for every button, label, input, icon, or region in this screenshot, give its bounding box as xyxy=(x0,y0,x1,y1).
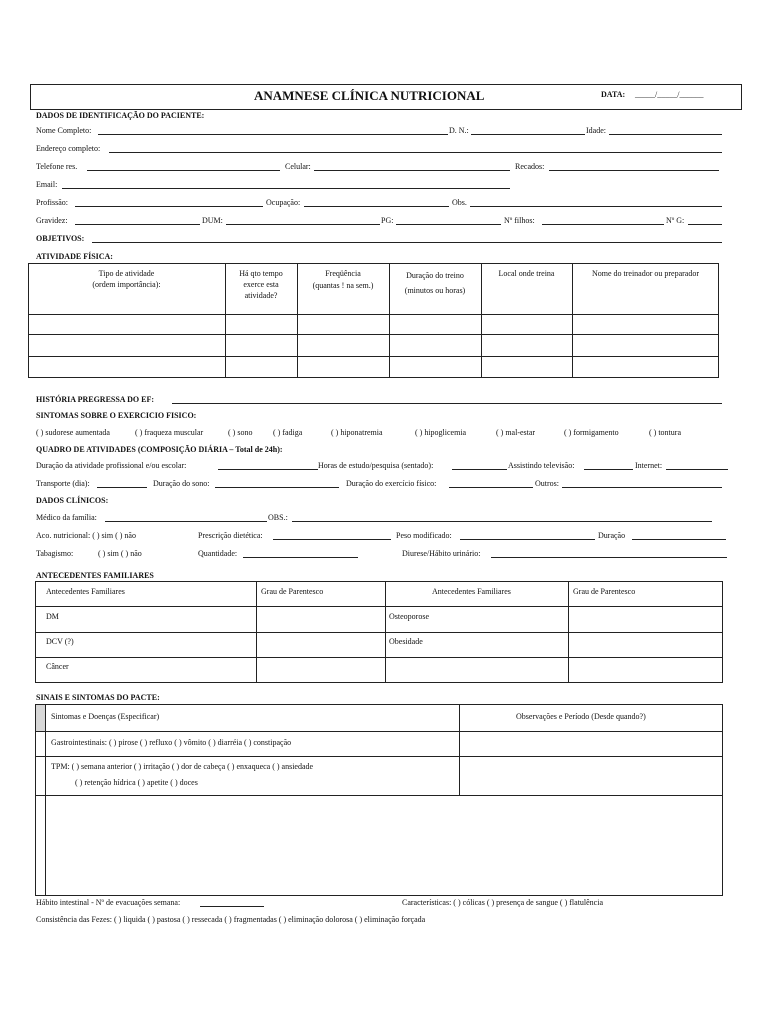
idade-field[interactable] xyxy=(609,134,722,135)
sono-label: Duração do sono: xyxy=(153,479,210,488)
sintoma-formigamento[interactable]: ( ) formigamento xyxy=(564,428,619,437)
medico-label: Médico da família: xyxy=(36,513,97,522)
page-title: ANAMNESE CLÍNICA NUTRICIONAL xyxy=(254,88,485,103)
recados-field[interactable] xyxy=(549,170,719,171)
diurese-label: Diurese/Hábito urinário: xyxy=(402,549,481,558)
exercicio-field[interactable] xyxy=(449,487,533,488)
televisao-field[interactable] xyxy=(584,469,633,470)
col-frequencia: Freqüência (quantas ! na sem.) xyxy=(312,269,374,290)
section-quadro: QUADRO DE ATIVIDADES (COMPOSIÇÃO DIÁRIA – Total de 24h): xyxy=(36,445,283,454)
dn-field[interactable] xyxy=(471,134,585,135)
aco-nutricional[interactable]: Aco. nutricional: ( ) sim ( ) não xyxy=(36,531,136,540)
prescricao-field[interactable] xyxy=(273,539,391,540)
ant-header-2: Grau de Parentesco xyxy=(261,587,324,596)
ocupacao-label: Ocupação: xyxy=(266,198,301,207)
col-tipo: Tipo de atividade (ordem importância): xyxy=(92,269,161,289)
nome-label: Nome Completo: xyxy=(36,126,92,135)
email-label: Email: xyxy=(36,180,58,189)
quantidade-field[interactable] xyxy=(243,557,358,558)
obs-clinico-field[interactable] xyxy=(292,521,712,522)
pg-label: PG: xyxy=(381,216,394,225)
obs-label: Obs. xyxy=(452,198,467,207)
section-clinicos: DADOS CLÍNICOS: xyxy=(36,496,109,505)
habito-intestinal-label: Hábito intestinal - Nº de evacuações semana: xyxy=(36,898,181,907)
ocupacao-field[interactable] xyxy=(304,206,449,207)
ant-dcv: DCV (?) xyxy=(46,637,74,646)
celular-field[interactable] xyxy=(314,170,510,171)
telefone-label: Telefone res. xyxy=(36,162,78,171)
section-identificacao: DADOS DE IDENTIFICAÇÃO DO PACIENTE: xyxy=(36,111,205,120)
section-atividade: ATIVIDADE FÍSICA: xyxy=(36,252,113,261)
internet-field[interactable] xyxy=(666,469,728,470)
tabagismo-label: Tabagismo: xyxy=(36,549,74,558)
sintoma-hipoglicemia[interactable]: ( ) hipoglicemia xyxy=(415,428,467,437)
exercicio-label: Duração do exercício físico: xyxy=(346,479,437,488)
televisao-label: Assistindo televisão: xyxy=(508,461,575,470)
ng-field[interactable] xyxy=(688,224,722,225)
date-field[interactable]: _____/_____/______ xyxy=(635,90,704,99)
duracao-field[interactable] xyxy=(632,539,726,540)
sintoma-sudorese[interactable]: ( ) sudorese aumentada xyxy=(36,428,110,437)
sinais-tpm-2[interactable]: ( ) retenção hídrica ( ) apetite ( ) doces xyxy=(75,778,198,787)
sinais-table xyxy=(35,704,723,896)
ant-dm: DM xyxy=(46,612,59,621)
diurese-field[interactable] xyxy=(491,557,727,558)
ant-header-3: Antecedentes Familiares xyxy=(432,587,511,596)
sinais-header-1: Sintomas e Doenças (Especificar) xyxy=(51,712,160,721)
objetivos-field[interactable] xyxy=(92,242,722,243)
habito-caracteristicas[interactable]: Características: ( ) cólicas ( ) presença de sangue ( ) flatulência xyxy=(402,898,604,907)
habito-intestinal-field[interactable] xyxy=(200,906,264,907)
obs-clinico-label: OBS.: xyxy=(268,513,288,522)
horas-estudo-field[interactable] xyxy=(452,469,507,470)
sinais-header-2: Observações e Período (Desde quando?) xyxy=(516,712,646,721)
date-label: DATA: xyxy=(601,90,626,99)
nome-field[interactable] xyxy=(98,134,448,135)
ant-cancer: Câncer xyxy=(46,662,69,671)
sinais-gastro[interactable]: Gastrointestinais: ( ) pirose ( ) refluxo ( ) vômito ( ) diarréia ( ) constipação xyxy=(51,738,292,747)
quantidade-label: Quantidade: xyxy=(198,549,238,558)
ant-header-4: Grau de Parentesco xyxy=(573,587,636,596)
peso-label: Peso modificado: xyxy=(396,531,452,540)
tabagismo-options[interactable]: ( ) sim ( ) não xyxy=(98,549,142,558)
transporte-label: Transporte (dia): xyxy=(36,479,90,488)
col-treinador: Nome do treinador ou preparador xyxy=(591,269,700,278)
dn-label: D. N.: xyxy=(449,126,469,135)
sono-field[interactable] xyxy=(215,487,339,488)
sinais-shaded-margin xyxy=(36,705,45,731)
recados-label: Recados: xyxy=(515,162,545,171)
sintoma-sono[interactable]: ( ) sono xyxy=(228,428,253,437)
email-field[interactable] xyxy=(62,188,510,189)
sintoma-tontura[interactable]: ( ) tontura xyxy=(649,428,681,437)
section-sinais: SINAIS E SINTOMAS DO PACTE: xyxy=(36,693,160,702)
pg-field[interactable] xyxy=(396,224,501,225)
gravidez-label: Gravidez: xyxy=(36,216,68,225)
ant-osteoporose: Osteoporose xyxy=(389,612,429,621)
horas-estudo-label: Horas de estudo/pesquisa (sentado): xyxy=(318,461,434,470)
sintoma-mal-estar[interactable]: ( ) mal-estar xyxy=(496,428,536,437)
dum-label: DUM: xyxy=(202,216,223,225)
profissao-field[interactable] xyxy=(75,206,263,207)
dum-field[interactable] xyxy=(226,224,380,225)
endereco-label: Endereço completo: xyxy=(36,144,101,153)
sintoma-fadiga[interactable]: ( ) fadiga xyxy=(273,428,303,437)
internet-label: Internet: xyxy=(635,461,663,470)
historia-field[interactable] xyxy=(172,403,722,404)
sintoma-hiponatremia[interactable]: ( ) hiponatremia xyxy=(331,428,383,437)
telefone-field[interactable] xyxy=(87,170,280,171)
ng-label: Nº G: xyxy=(666,216,685,225)
sintoma-fraqueza[interactable]: ( ) fraqueza muscular xyxy=(135,428,204,437)
medico-field[interactable] xyxy=(105,521,267,522)
endereco-field[interactable] xyxy=(109,152,722,153)
outros-label: Outros: xyxy=(535,479,559,488)
outros-field[interactable] xyxy=(562,487,722,488)
duracao-prof-field[interactable] xyxy=(218,469,318,470)
ant-header-1: Antecedentes Familiares xyxy=(46,587,125,596)
celular-label: Celular: xyxy=(285,162,311,171)
peso-field[interactable] xyxy=(460,539,595,540)
ant-obesidade: Obesidade xyxy=(389,637,423,646)
col-duracao: Duração do treino (minutos ou horas) xyxy=(404,271,466,295)
objetivos-label: OBJETIVOS: xyxy=(36,234,85,243)
filhos-label: Nº filhos: xyxy=(504,216,535,225)
prescricao-label: Prescrição dietética: xyxy=(198,531,263,540)
profissao-label: Profissão: xyxy=(36,198,68,207)
obs-field[interactable] xyxy=(470,206,722,207)
habito-consistencia[interactable]: Consistência das Fezes: ( ) liquida ( ) pastosa ( ) ressecada ( ) fragmentadas ( ) eliminação dolorosa ( ) eliminação forçada xyxy=(36,915,426,924)
sinais-tpm-1[interactable]: TPM: ( ) semana anterior ( ) irritação ( ) dor de cabeça ( ) enxaqueca ( ) ansiedade xyxy=(51,762,314,771)
duracao-prof-label: Duração da atividade profissional e/ou escolar: xyxy=(36,461,187,470)
col-tempo: Há qto tempo exerce esta atividade? xyxy=(239,269,283,300)
gravidez-field[interactable] xyxy=(75,224,200,225)
transporte-field[interactable] xyxy=(97,487,147,488)
filhos-field[interactable] xyxy=(542,224,664,225)
col-local: Local onde treina xyxy=(498,269,555,278)
section-sintomas-exercicio: SINTOMAS SOBRE O EXERCICIO FISICO: xyxy=(36,411,197,420)
historia-label: HISTÓRIA PREGRESSA DO EF: xyxy=(36,395,155,404)
section-antecedentes: ANTECEDENTES FAMILIARES xyxy=(36,571,154,580)
idade-label: Idade: xyxy=(586,126,606,135)
duracao-label: Duração xyxy=(598,531,626,540)
